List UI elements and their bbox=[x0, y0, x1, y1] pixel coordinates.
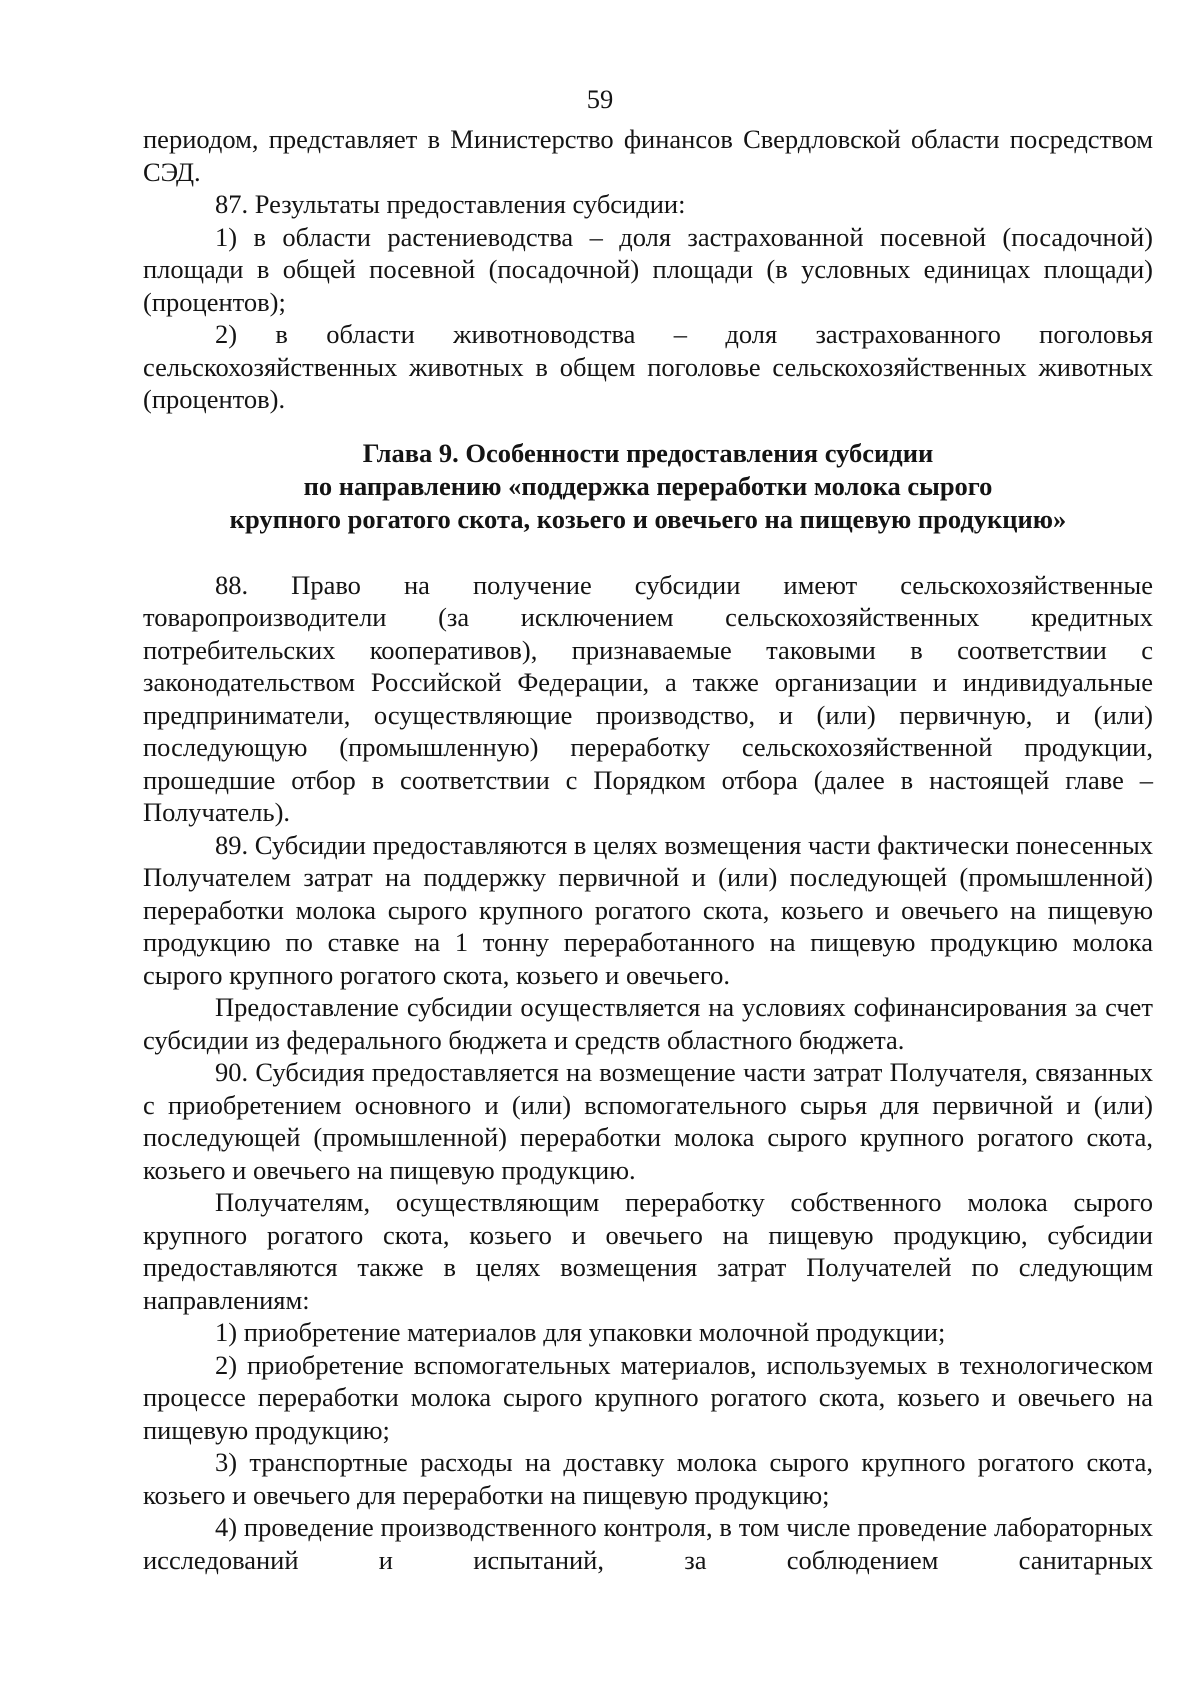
chapter-heading-line-2: по направлению «поддержка переработки молока сырого bbox=[303, 470, 993, 501]
list-item-87-2: 2) в области животноводства – доля застрахованного поголовья сельскохозяйственных животных в общем поголовье сельскохозяйственных животных (процентов). bbox=[143, 319, 1153, 414]
list-item-90-1: 1) приобретение материалов для упаковки молочной продукции; bbox=[215, 1317, 946, 1347]
paragraph-89: 89. Субсидии предоставляются в целях возмещения части фактически понесенных Получателем затрат на поддержку первичной и (или) последующей (промышленной) переработки молока сырого крупного рогатого скота, козьего и овечьего на пищевую продукцию по ставке на 1 тонну переработанного на пищевую продукцию молока сырого крупного рогатого скота, козьего и овечьего. bbox=[143, 829, 1153, 990]
page-number: 59 bbox=[586, 84, 614, 114]
paragraph-90: 90. Субсидия предоставляется на возмещение части затрат Получателя, связанных с приобретением основного и (или) вспомогательного сырья для первичной и (или) последующей (промышленной) переработки молока сырого крупного рогатого скота, козьего и овечьего на пищевую продукцию. bbox=[143, 1057, 1153, 1185]
paragraph-90-directions: Получателям, осуществляющим переработку собственного молока сырого крупного рогатого скота, козьего и овечьего на пищевую продукцию, субсидии предоставляются также в целях возмещения затрат Получателей по следующим направлениям: bbox=[143, 1187, 1153, 1315]
list-item-90-3: 3) транспортные расходы на доставку молока сырого крупного рогатого скота, козьего и овечьего для переработки на пищевую продукцию; bbox=[143, 1447, 1153, 1510]
paragraph-89-cofinancing: Предоставление субсидии осуществляется на условиях софинансирования за счет субсидии из федерального бюджета и средств областного бюджета. bbox=[143, 992, 1153, 1055]
paragraph-continuation: периодом, представляет в Министерство финансов Свердловской области посредством СЭД. bbox=[143, 124, 1153, 187]
list-item-90-2: 2) приобретение вспомогательных материалов, используемых в технологическом процессе переработки молока сырого крупного рогатого скота, козьего и овечьего на пищевую продукцию; bbox=[143, 1349, 1153, 1445]
chapter-heading-line-3: крупного рогатого скота, козьего и овечьего на пищевую продукцию» bbox=[229, 503, 1067, 534]
chapter-heading bbox=[143, 437, 1153, 536]
paragraph-87: 87. Результаты предоставления субсидии: bbox=[215, 189, 686, 219]
list-item-90-4: 4) проведение производственного контроля, в том числе проведение лабораторных исследований и испытаний, за соблюдением санитарных bbox=[143, 1512, 1153, 1575]
list-item-87-1: 1) в области растениеводства – доля застрахованной посевной (посадочной) площади в общей посевной (посадочной) площади (в условных единицах площади) (процентов); bbox=[143, 221, 1153, 317]
paragraph-88: 88. Право на получение субсидии имеют сельскохозяйственные товаропроизводители (за исключением сельскохозяйственных кредитных потребительских кооперативов), признаваемые таковыми в соответствии с законодательством Российской Федерации, а также организации и индивидуальные предприниматели, осуществляющие производство, и (или) первичную, и (или) последующую (промышленную) переработку сельскохозяйственной продукции, прошедшие отбор в соответствии с Порядком отбора (далее в настоящей главе – Получатель). bbox=[143, 569, 1153, 827]
chapter-heading-line-1: Глава 9. Особенности предоставления субсидии bbox=[362, 437, 934, 468]
document-body bbox=[143, 123, 1153, 1576]
